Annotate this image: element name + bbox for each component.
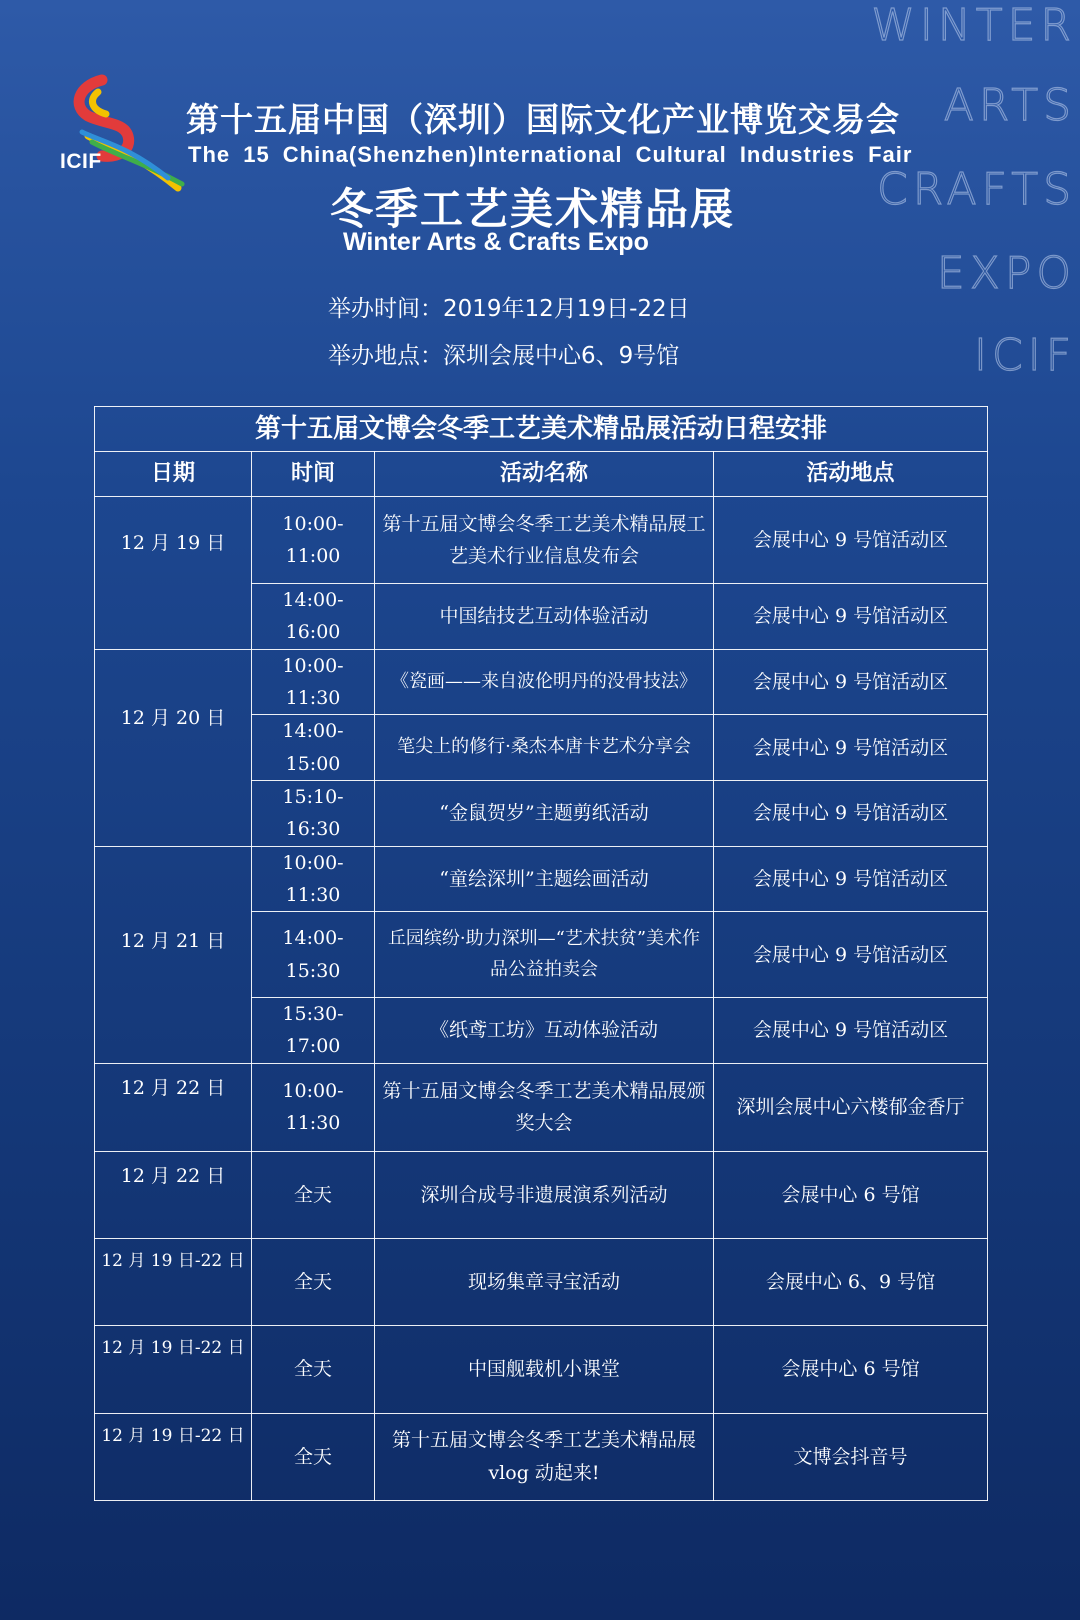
time-cell: 14:00-15:30 bbox=[252, 912, 375, 998]
date-cell: 12 月 20 日 bbox=[95, 649, 252, 846]
event-venue: 举办地点：深圳会展中心6、9号馆 bbox=[328, 343, 680, 369]
table-row bbox=[95, 846, 988, 912]
time-cell: 14:00-15:00 bbox=[252, 715, 375, 781]
activity-cell: 《瓷画——来自波伦明丹的没骨技法》 bbox=[375, 649, 714, 715]
venue-cell: 文博会抖音号 bbox=[714, 1413, 988, 1500]
date-cell: 12 月 21 日 bbox=[95, 846, 252, 1063]
schedule-table bbox=[94, 406, 988, 1501]
activity-cell: 中国结技艺互动体验活动 bbox=[375, 584, 714, 650]
date-cell: 12 月 22 日 bbox=[95, 1063, 252, 1151]
logo-swirl-icon bbox=[58, 72, 188, 192]
time-cell: 全天 bbox=[252, 1325, 375, 1413]
venue-cell: 会展中心 9 号馆活动区 bbox=[714, 780, 988, 846]
activity-cell: 第十五届文博会冬季工艺美术精品展颁奖大会 bbox=[375, 1063, 714, 1151]
activity-cell: 丘园缤纷·助力深圳—“艺术扶贫”美术作品公益拍卖会 bbox=[375, 912, 714, 998]
fair-title-english: The 15 China(Shenzhen)International Cultural Industries Fair bbox=[188, 142, 913, 167]
venue-cell: 会展中心 9 号馆活动区 bbox=[714, 846, 988, 912]
activity-cell: 第十五届文博会冬季工艺美术精品展工艺美术行业信息发布会 bbox=[375, 497, 714, 584]
venue-cell: 会展中心 9 号馆活动区 bbox=[714, 649, 988, 715]
time-cell: 全天 bbox=[252, 1238, 375, 1325]
table-row bbox=[95, 497, 988, 584]
venue-cell: 会展中心 9 号馆活动区 bbox=[714, 998, 988, 1064]
header-activity: 活动名称 bbox=[375, 452, 714, 497]
venue-cell: 会展中心 6 号馆 bbox=[714, 1151, 988, 1238]
time-cell: 15:10-16:30 bbox=[252, 780, 375, 846]
activity-cell: 现场集章寻宝活动 bbox=[375, 1238, 714, 1325]
table-row bbox=[95, 649, 988, 715]
expo-title-english: Winter Arts & Crafts Expo bbox=[343, 228, 649, 256]
side-word-expo: EXPO bbox=[936, 248, 1076, 299]
schedule-title: 第十五届文博会冬季工艺美术精品展活动日程安排 bbox=[95, 407, 988, 452]
time-cell: 10:00-11:30 bbox=[252, 649, 375, 715]
venue-cell: 会展中心 9 号馆活动区 bbox=[714, 584, 988, 650]
icif-logo bbox=[58, 72, 188, 192]
activity-cell: 《纸鸢工坊》互动体验活动 bbox=[375, 998, 714, 1064]
table-row bbox=[95, 1151, 988, 1238]
venue-cell: 会展中心 9 号馆活动区 bbox=[714, 497, 988, 584]
date-cell: 12 月 19 日-22 日 bbox=[95, 1238, 252, 1325]
venue-cell: 会展中心 9 号馆活动区 bbox=[714, 715, 988, 781]
side-word-icif: ICIF bbox=[974, 330, 1076, 381]
table-row bbox=[95, 1063, 988, 1151]
activity-cell: 第十五届文博会冬季工艺美术精品展 vlog 动起来! bbox=[375, 1413, 714, 1500]
time-cell: 10:00-11:30 bbox=[252, 846, 375, 912]
table-header-row bbox=[95, 452, 988, 497]
side-word-arts: ARTS bbox=[943, 80, 1076, 131]
side-word-crafts: CRAFTS bbox=[877, 164, 1076, 215]
table-row bbox=[95, 1325, 988, 1413]
time-cell: 10:00-11:30 bbox=[252, 1063, 375, 1151]
header-time: 时间 bbox=[252, 452, 375, 497]
venue-cell: 会展中心 6、9 号馆 bbox=[714, 1238, 988, 1325]
event-time: 举办时间：2019年12月19日-22日 bbox=[328, 296, 690, 322]
table-row bbox=[95, 1413, 988, 1500]
logo-text: ICIF bbox=[60, 150, 102, 173]
date-cell: 12 月 19 日-22 日 bbox=[95, 1325, 252, 1413]
side-word-winter: WINTER bbox=[871, 0, 1076, 51]
time-cell: 全天 bbox=[252, 1151, 375, 1238]
time-cell: 14:00-16:00 bbox=[252, 584, 375, 650]
venue-cell: 深圳会展中心六楼郁金香厅 bbox=[714, 1063, 988, 1151]
time-cell: 10:00-11:00 bbox=[252, 497, 375, 584]
time-cell: 15:30-17:00 bbox=[252, 998, 375, 1064]
expo-title-chinese: 冬季工艺美术精品展 bbox=[330, 185, 735, 235]
activity-cell: 笔尖上的修行·桑杰本唐卡艺术分享会 bbox=[375, 715, 714, 781]
table-row bbox=[95, 1238, 988, 1325]
activity-cell: “金鼠贺岁”主题剪纸活动 bbox=[375, 780, 714, 846]
venue-cell: 会展中心 6 号馆 bbox=[714, 1325, 988, 1413]
date-cell: 12 月 19 日-22 日 bbox=[95, 1413, 252, 1500]
date-cell: 12 月 22 日 bbox=[95, 1151, 252, 1238]
time-cell: 全天 bbox=[252, 1413, 375, 1500]
fair-title-chinese: 第十五届中国（深圳）国际文化产业博览交易会 bbox=[186, 100, 900, 139]
activity-cell: “童绘深圳”主题绘画活动 bbox=[375, 846, 714, 912]
activity-cell: 中国舰载机小课堂 bbox=[375, 1325, 714, 1413]
venue-cell: 会展中心 9 号馆活动区 bbox=[714, 912, 988, 998]
header-venue: 活动地点 bbox=[714, 452, 988, 497]
date-cell: 12 月 19 日 bbox=[95, 497, 252, 650]
activity-cell: 深圳合成号非遗展演系列活动 bbox=[375, 1151, 714, 1238]
header-date: 日期 bbox=[95, 452, 252, 497]
